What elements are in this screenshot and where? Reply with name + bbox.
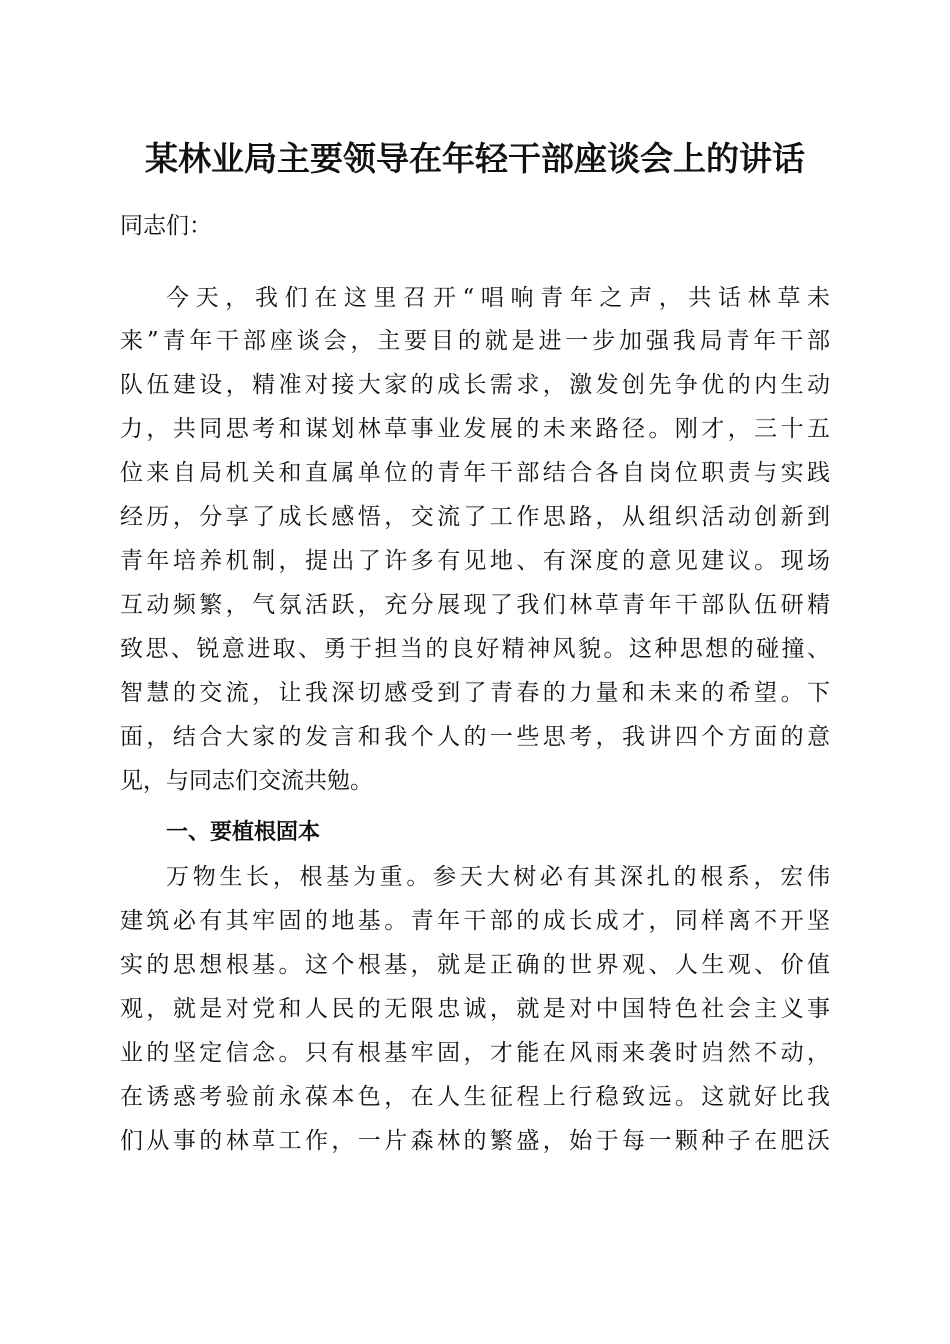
document-title: 某林业局主要领导在年轻干部座谈会上的讲话: [145, 139, 805, 178]
paragraph-line: 今天，我们在这里召开“唱响青年之声，共话林草未: [166, 285, 830, 311]
salutation: 同志们：: [120, 213, 212, 239]
paragraph-line: 位来自局机关和直属单位的青年干部结合各自岗位职责与实践: [120, 460, 830, 486]
paragraph-line: 们从事的林草工作，一片森林的繁盛，始于每一颗种子在肥沃: [120, 1128, 830, 1154]
paragraph-line: 力，共同思考和谋划林草事业发展的未来路径。刚才，三十五: [120, 416, 830, 442]
paragraph-line: 互动频繁，气氛活跃，充分展现了我们林草青年干部队伍研精: [120, 592, 830, 618]
paragraph-line: 在诱惑考验前永葆本色，在人生征程上行稳致远。这就好比我: [120, 1084, 830, 1110]
paragraph-line: 见，与同志们交流共勉。: [120, 768, 373, 794]
paragraph-line: 青年培养机制，提出了许多有见地、有深度的意见建议。现场: [120, 548, 830, 574]
paragraph-line: 万物生长，根基为重。参天大树必有其深扎的根系，宏伟: [166, 864, 830, 890]
paragraph-line: 面，结合大家的发言和我个人的一些思考，我讲四个方面的意: [120, 724, 830, 750]
paragraph-line: 致思、锐意进取、勇于担当的良好精神风貌。这种思想的碰撞、: [120, 636, 830, 662]
paragraph-line: 队伍建设，精准对接大家的成长需求，激发创先争优的内生动: [120, 372, 830, 398]
paragraph-line: 来”青年干部座谈会，主要目的就是进一步加强我局青年干部: [120, 328, 830, 354]
section-heading: 一、要植根固本: [166, 820, 321, 845]
paragraph-line: 实的思想根基。这个根基，就是正确的世界观、人生观、价值: [120, 952, 830, 978]
paragraph-line: 建筑必有其牢固的地基。青年干部的成长成才，同样离不开坚: [120, 908, 830, 934]
paragraph-line: 业的坚定信念。只有根基牢固，才能在风雨来袭时岿然不动，: [120, 1040, 830, 1066]
paragraph-line: 观，就是对党和人民的无限忠诚，就是对中国特色社会主义事: [120, 996, 830, 1022]
paragraph-line: 经历，分享了成长感悟，交流了工作思路，从组织活动创新到: [120, 504, 830, 530]
paragraph-line: 智慧的交流，让我深切感受到了青春的力量和未来的希望。下: [120, 680, 830, 706]
